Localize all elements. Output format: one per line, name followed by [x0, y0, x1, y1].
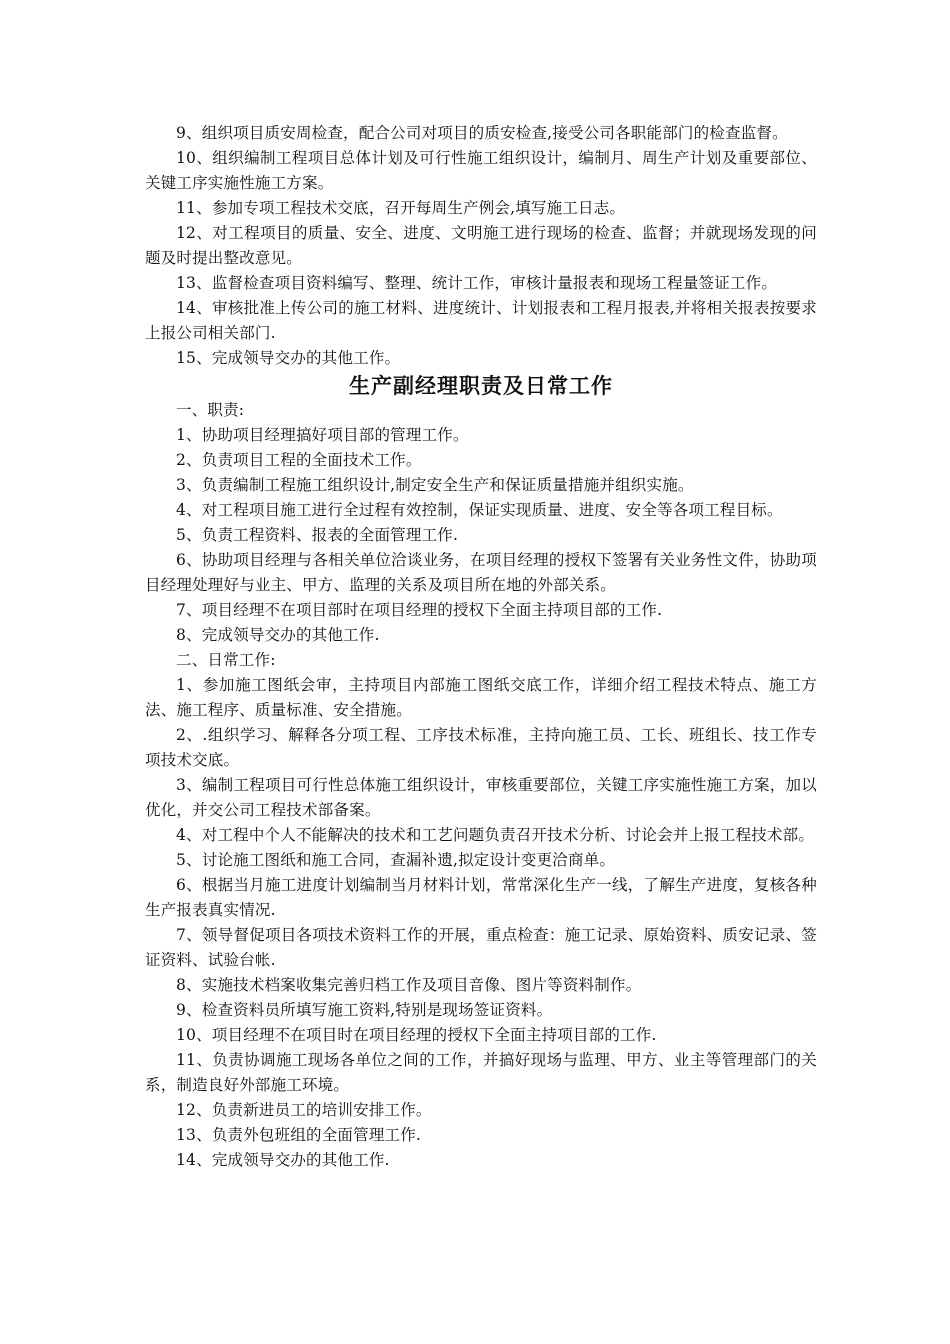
- duty-item: 2、负责项目工程的全面技术工作。: [176, 451, 422, 469]
- duty-item: 7、项目经理不在项目部时在项目经理的授权下全面主持项目部的工作.: [176, 601, 663, 619]
- daily-item: 8、实施技术档案收集完善归档工作及项目音像、图片等资料制作。: [176, 976, 642, 994]
- daily-item: 10、项目经理不在项目时在项目经理的授权下全面主持项目部的工作.: [176, 1026, 657, 1044]
- duty-item: 3、负责编制工程施工组织设计,制定安全生产和保证质量措施并组织实施。: [176, 476, 694, 494]
- duty-item: 5、负责工程资料、报表的全面管理工作.: [176, 526, 459, 544]
- daily-item: 9、检查资料员所填写施工资料,特别是现场签证资料。: [176, 1001, 553, 1019]
- paragraph: 14、审核批准上传公司的施工材料、进度统计、计划报表和工程月报表,并将相关报表按要求上报公司相关部门.: [145, 299, 817, 342]
- daily-item: 12、负责新进员工的培训安排工作。: [176, 1101, 432, 1119]
- daily-item: 2、.组织学习、解释各分项工程、工序技术标准，主持向施工员、工长、班组长、技工作专项技术交底。: [145, 726, 817, 769]
- daily-item: 5、讨论施工图纸和施工合同，查漏补遗,拟定设计变更洽商单。: [176, 851, 616, 869]
- daily-item: 14、完成领导交办的其他工作.: [176, 1151, 390, 1169]
- document-body: [145, 121, 817, 1173]
- paragraph: 11、参加专项工程技术交底，召开每周生产例会,填写施工日志。: [176, 199, 626, 217]
- daily-item: 11、负责协调施工现场各单位之间的工作，并搞好现场与监理、甲方、业主等管理部门的关系，制造良好外部施工环境。: [145, 1051, 817, 1094]
- daily-heading: 二、日常工作:: [176, 651, 276, 669]
- duty-item: 6、协助项目经理与各相关单位洽谈业务，在项目经理的授权下签署有关业务性文件，协助项目经理处理好与业主、甲方、监理的关系及项目所在地的外部关系。: [145, 551, 817, 594]
- daily-item: 6、根据当月施工进度计划编制当月材料计划，常常深化生产一线，了解生产进度，复核各种生产报表真实情况.: [145, 876, 817, 919]
- duty-item: 4、对工程项目施工进行全过程有效控制，保证实现质量、进度、安全等各项工程目标。: [176, 501, 783, 519]
- duties-heading: 一、职责:: [176, 401, 245, 419]
- daily-item: 7、领导督促项目各项技术资料工作的开展，重点检查：施工记录、原始资料、质安记录、签证资料、试验台帐.: [145, 926, 817, 969]
- paragraph: 9、组织项目质安周检查，配合公司对项目的质安检查,接受公司各职能部门的检查监督。: [176, 124, 788, 142]
- paragraph: 13、监督检查项目资料编写、整理、统计工作，审核计量报表和现场工程量签证工作。: [176, 274, 778, 292]
- daily-item: 13、负责外包班组的全面管理工作.: [176, 1126, 422, 1144]
- section-title: 生产副经理职责及日常工作: [349, 374, 613, 398]
- paragraph: 15、完成领导交办的其他工作。: [176, 349, 401, 367]
- paragraph: 12、对工程项目的质量、安全、进度、文明施工进行现场的检查、监督；并就现场发现的问题及时提出整改意见。: [145, 224, 817, 267]
- daily-item: 4、对工程中个人不能解决的技术和工艺问题负责召开技术分析、讨论会并上报工程技术部。: [176, 826, 815, 844]
- daily-item: 3、编制工程项目可行性总体施工组织设计，审核重要部位，关键工序实施性施工方案，加以优化，并交公司工程技术部备案。: [145, 776, 817, 819]
- duty-item: 1、协助项目经理搞好项目部的管理工作。: [176, 426, 469, 444]
- daily-item: 1、参加施工图纸会审，主持项目内部施工图纸交底工作，详细介绍工程技术特点、施工方法、施工程序、质量标准、安全措施。: [145, 676, 817, 719]
- duty-item: 8、完成领导交办的其他工作.: [176, 626, 380, 644]
- paragraph: 10、组织编制工程项目总体计划及可行性施工组织设计，编制月、周生产计划及重要部位、关键工序实施性施工方案。: [145, 149, 817, 192]
